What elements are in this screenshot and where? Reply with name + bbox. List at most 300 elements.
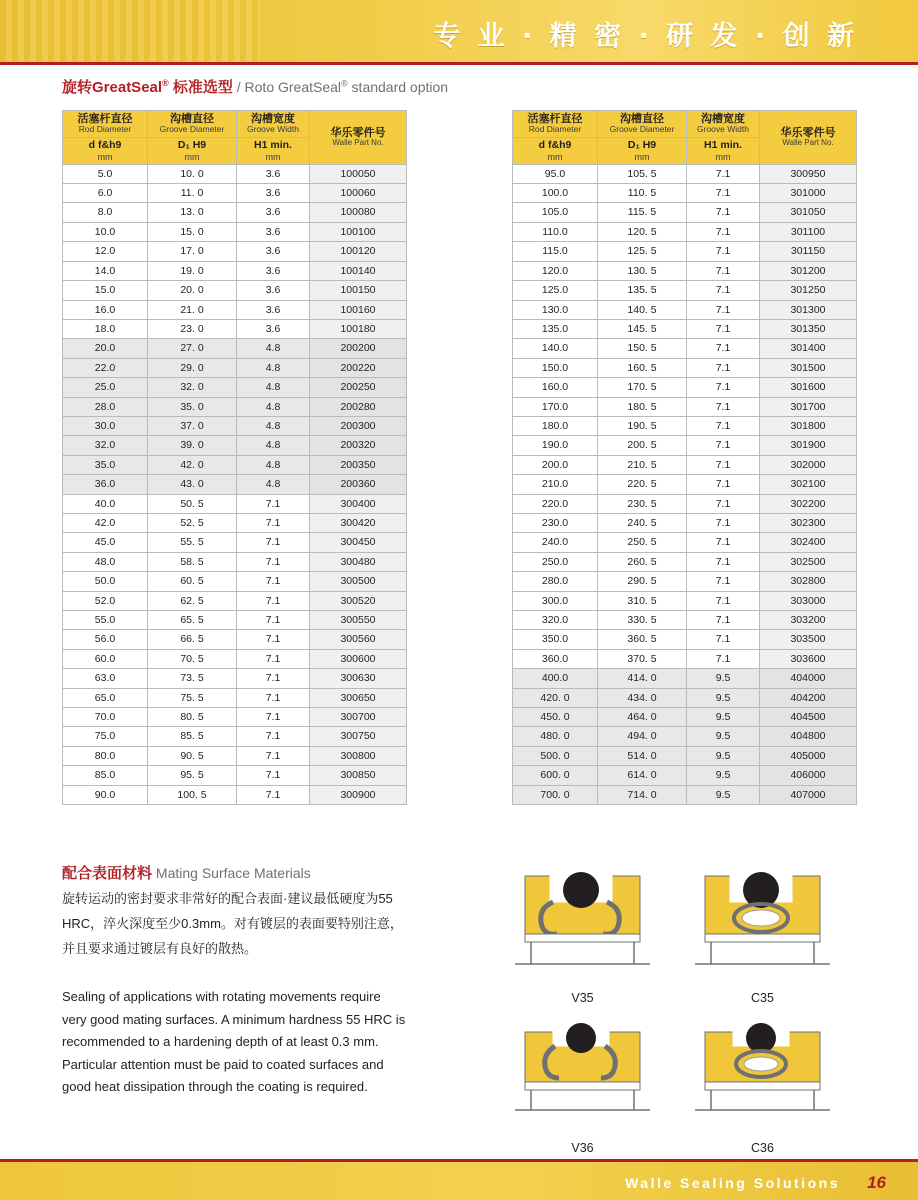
cell-part-number: 302200 (760, 494, 857, 513)
table-row (63, 611, 407, 630)
cell-part-number: 300560 (310, 630, 407, 649)
cell-groove-width: 4.8 (237, 436, 310, 455)
cell-groove-width: 7.1 (687, 572, 760, 591)
table-row (63, 766, 407, 785)
cell-part-number: 301200 (760, 261, 857, 280)
col-header-groove-diameter (148, 111, 237, 138)
cell-groove-diameter: 80. 5 (148, 708, 237, 727)
col-header-part-no-cn: 华乐零件号 (330, 126, 386, 139)
cell-groove-diameter: 15. 0 (148, 222, 237, 241)
unit-header-rod-unit: mm (97, 151, 113, 162)
cell-groove-diameter: 11. 0 (148, 184, 237, 203)
cell-groove-diameter: 110. 5 (598, 184, 687, 203)
cell-groove-width: 4.8 (237, 358, 310, 377)
cell-groove-width: 7.1 (237, 572, 310, 591)
cell-groove-diameter: 19. 0 (148, 261, 237, 280)
col-header-rod-diameter (63, 111, 148, 138)
table-row (63, 746, 407, 765)
cell-groove-diameter: 260. 5 (598, 552, 687, 571)
cell-part-number: 300650 (310, 688, 407, 707)
col-header-rod-diameter-en: Rod Diameter (78, 124, 132, 135)
cell-part-number: 404800 (760, 727, 857, 746)
cell-groove-width: 4.8 (237, 455, 310, 474)
cell-groove-diameter: 58. 5 (148, 552, 237, 571)
unit-header-groove-width (687, 137, 760, 164)
cell-rod-diameter: 8.0 (63, 203, 148, 222)
table-row (63, 669, 407, 688)
cell-groove-diameter: 75. 5 (148, 688, 237, 707)
table-row (513, 222, 857, 241)
cell-rod-diameter: 115.0 (513, 242, 598, 261)
table-row (63, 358, 407, 377)
cell-rod-diameter: 60.0 (63, 649, 148, 668)
cell-rod-diameter: 220.0 (513, 494, 598, 513)
table-row (63, 184, 407, 203)
table-row (513, 300, 857, 319)
table-row (63, 630, 407, 649)
unit-header-groove-dia (598, 137, 687, 164)
table-row (63, 552, 407, 571)
cell-part-number: 200200 (310, 339, 407, 358)
cell-rod-diameter: 140.0 (513, 339, 598, 358)
cell-part-number: 200250 (310, 378, 407, 397)
unit-header-rod-symbol: d f&h9 (88, 138, 122, 151)
table-row (513, 649, 857, 668)
cell-part-number: 300600 (310, 649, 407, 668)
cell-groove-diameter: 35. 0 (148, 397, 237, 416)
cell-part-number: 100120 (310, 242, 407, 261)
cell-groove-width: 7.1 (687, 630, 760, 649)
unit-header-groove-dia-unit: mm (184, 151, 200, 162)
cell-part-number: 404500 (760, 708, 857, 727)
cell-groove-width: 3.6 (237, 261, 310, 280)
table-row (513, 378, 857, 397)
materials-text-cn: 旋转运动的密封要求非常好的配合表面·建议最低硬度为55 HRC，淬火深度至少0.3mm。对有镀层的表面要特别注意，并且要求通过镀层有良好的散热。 (62, 891, 403, 956)
cell-groove-diameter: 29. 0 (148, 358, 237, 377)
cell-rod-diameter: 450. 0 (513, 708, 598, 727)
cell-rod-diameter: 105.0 (513, 203, 598, 222)
cell-rod-diameter: 5.0 (63, 164, 148, 183)
table-row (513, 785, 857, 804)
cell-groove-diameter: 150. 5 (598, 339, 687, 358)
table-row (63, 455, 407, 474)
seal-diagram-v36-svg (495, 1018, 670, 1138)
seal-diagram-c35 (675, 868, 850, 1003)
cell-groove-width: 9.5 (687, 785, 760, 804)
page-title-en: / Roto GreatSeal (232, 79, 342, 95)
cell-part-number: 100050 (310, 164, 407, 183)
cell-groove-diameter: 42. 0 (148, 455, 237, 474)
cell-rod-diameter: 150.0 (513, 358, 598, 377)
cell-groove-width: 3.6 (237, 164, 310, 183)
cell-rod-diameter: 14.0 (63, 261, 148, 280)
cell-part-number: 300630 (310, 669, 407, 688)
table-row (63, 727, 407, 746)
cell-groove-width: 7.1 (687, 261, 760, 280)
cell-groove-width: 9.5 (687, 727, 760, 746)
cell-part-number: 301100 (760, 222, 857, 241)
cell-part-number: 300480 (310, 552, 407, 571)
seal-diagram-c35-svg (675, 868, 850, 988)
table-row (513, 475, 857, 494)
cell-part-number: 300900 (310, 785, 407, 804)
table-row (513, 572, 857, 591)
cell-groove-diameter: 434. 0 (598, 688, 687, 707)
cell-rod-diameter: 35.0 (63, 455, 148, 474)
cell-part-number: 200320 (310, 436, 407, 455)
seal-diagram-c36 (675, 1018, 850, 1153)
table-row (63, 242, 407, 261)
table-row (63, 203, 407, 222)
table-row (63, 591, 407, 610)
cell-groove-diameter: 100. 5 (148, 785, 237, 804)
table-row (63, 572, 407, 591)
cell-groove-width: 7.1 (237, 513, 310, 532)
cell-part-number: 100080 (310, 203, 407, 222)
unit-header-rod (513, 137, 598, 164)
col-header-part-no (760, 111, 857, 165)
cell-part-number: 300700 (310, 708, 407, 727)
cell-part-number: 200220 (310, 358, 407, 377)
cell-rod-diameter: 400.0 (513, 669, 598, 688)
cell-part-number: 100100 (310, 222, 407, 241)
cell-part-number: 200300 (310, 416, 407, 435)
cell-part-number: 100160 (310, 300, 407, 319)
table-row (513, 203, 857, 222)
cell-groove-diameter: 37. 0 (148, 416, 237, 435)
cell-groove-diameter: 414. 0 (598, 669, 687, 688)
cell-groove-width: 7.1 (687, 649, 760, 668)
cell-part-number: 300750 (310, 727, 407, 746)
cell-rod-diameter: 48.0 (63, 552, 148, 571)
cell-part-number: 301700 (760, 397, 857, 416)
cell-rod-diameter: 170.0 (513, 397, 598, 416)
col-header-groove-width-en: Groove Width (697, 124, 749, 135)
cell-part-number: 301800 (760, 416, 857, 435)
cell-groove-width: 7.1 (687, 300, 760, 319)
cell-rod-diameter: 36.0 (63, 475, 148, 494)
cell-rod-diameter: 95.0 (513, 164, 598, 183)
page-title-cn: 旋转GreatSeal (62, 79, 163, 96)
cell-part-number: 300950 (760, 164, 857, 183)
cell-part-number: 300400 (310, 494, 407, 513)
col-header-groove-width (237, 111, 310, 138)
cell-rod-diameter: 130.0 (513, 300, 598, 319)
cell-part-number: 301500 (760, 358, 857, 377)
cell-groove-diameter: 310. 5 (598, 591, 687, 610)
table-row (63, 222, 407, 241)
cell-part-number: 303200 (760, 611, 857, 630)
cell-part-number: 300850 (310, 766, 407, 785)
cell-rod-diameter: 20.0 (63, 339, 148, 358)
cell-rod-diameter: 200.0 (513, 455, 598, 474)
cell-rod-diameter: 480. 0 (513, 727, 598, 746)
cell-groove-diameter: 210. 5 (598, 455, 687, 474)
cell-rod-diameter: 110.0 (513, 222, 598, 241)
cell-rod-diameter: 56.0 (63, 630, 148, 649)
cell-part-number: 406000 (760, 766, 857, 785)
table-row (513, 513, 857, 532)
cell-part-number: 200350 (310, 455, 407, 474)
cell-groove-diameter: 125. 5 (598, 242, 687, 261)
cell-rod-diameter: 25.0 (63, 378, 148, 397)
table-row (513, 416, 857, 435)
table-row (63, 649, 407, 668)
cell-groove-width: 3.6 (237, 222, 310, 241)
unit-header-groove-width-unit: mm (265, 151, 281, 162)
table-header-row (513, 111, 857, 138)
cell-groove-width: 7.1 (687, 533, 760, 552)
cell-rod-diameter: 80.0 (63, 746, 148, 765)
cell-groove-width: 7.1 (237, 746, 310, 765)
cell-groove-diameter: 52. 5 (148, 513, 237, 532)
cell-part-number: 300450 (310, 533, 407, 552)
cell-groove-diameter: 464. 0 (598, 708, 687, 727)
cell-rod-diameter: 45.0 (63, 533, 148, 552)
cell-rod-diameter: 135.0 (513, 319, 598, 338)
header-stripe-decoration (0, 0, 260, 62)
cell-groove-diameter: 70. 5 (148, 649, 237, 668)
cell-groove-width: 7.1 (687, 513, 760, 532)
cell-groove-width: 9.5 (687, 688, 760, 707)
table-row (513, 533, 857, 552)
table-row (63, 708, 407, 727)
cell-rod-diameter: 30.0 (63, 416, 148, 435)
cell-groove-diameter: 17. 0 (148, 242, 237, 261)
cell-rod-diameter: 22.0 (63, 358, 148, 377)
cell-groove-width: 4.8 (237, 339, 310, 358)
col-header-part-no-en: Walle Part No. (782, 138, 834, 147)
cell-groove-width: 7.1 (687, 319, 760, 338)
cell-groove-width: 9.5 (687, 669, 760, 688)
table-header-row (63, 111, 407, 138)
page-title-cn-tail: 标准选型 (168, 79, 233, 96)
cell-part-number: 301050 (760, 203, 857, 222)
table-row (513, 164, 857, 183)
table-row (513, 358, 857, 377)
cell-rod-diameter: 15.0 (63, 281, 148, 300)
cell-rod-diameter: 210.0 (513, 475, 598, 494)
cell-part-number: 301350 (760, 319, 857, 338)
cell-part-number: 302300 (760, 513, 857, 532)
cell-rod-diameter: 280.0 (513, 572, 598, 591)
cell-groove-width: 7.1 (687, 611, 760, 630)
cell-rod-diameter: 10.0 (63, 222, 148, 241)
cell-groove-diameter: 21. 0 (148, 300, 237, 319)
cell-part-number: 302800 (760, 572, 857, 591)
header-red-rule (0, 62, 918, 65)
table-row (513, 494, 857, 513)
materials-heading-en: Mating Surface Materials (152, 865, 311, 881)
cell-groove-width: 7.1 (237, 552, 310, 571)
table-row (63, 416, 407, 435)
table-row (63, 339, 407, 358)
materials-heading (62, 862, 311, 883)
cell-groove-width: 7.1 (237, 591, 310, 610)
seal-profile-diagrams (470, 868, 870, 1158)
cell-groove-diameter: 230. 5 (598, 494, 687, 513)
cell-groove-width: 4.8 (237, 416, 310, 435)
cell-rod-diameter: 700. 0 (513, 785, 598, 804)
unit-header-groove-dia-symbol: D₁ H9 (177, 138, 207, 151)
cell-groove-width: 7.1 (237, 494, 310, 513)
unit-header-groove-dia-unit: mm (634, 151, 650, 162)
cell-groove-width: 7.1 (237, 688, 310, 707)
cell-groove-diameter: 32. 0 (148, 378, 237, 397)
table-row (513, 611, 857, 630)
cell-groove-diameter: 50. 5 (148, 494, 237, 513)
cell-groove-diameter: 90. 5 (148, 746, 237, 765)
cell-groove-diameter: 20. 0 (148, 281, 237, 300)
cell-groove-diameter: 250. 5 (598, 533, 687, 552)
cell-rod-diameter: 160.0 (513, 378, 598, 397)
col-header-groove-diameter-en: Groove Diameter (609, 124, 675, 135)
materials-heading-cn: 配合表面材料 (62, 865, 153, 882)
cell-groove-width: 7.1 (687, 242, 760, 261)
cell-groove-diameter: 85. 5 (148, 727, 237, 746)
cell-groove-diameter: 10. 0 (148, 164, 237, 183)
col-header-rod-diameter-en: Rod Diameter (528, 124, 582, 135)
page-title (62, 76, 448, 97)
cell-groove-width: 7.1 (687, 339, 760, 358)
cell-rod-diameter: 100.0 (513, 184, 598, 203)
cell-groove-diameter: 180. 5 (598, 397, 687, 416)
unit-header-groove-dia (148, 137, 237, 164)
table-row (513, 630, 857, 649)
cell-part-number: 100150 (310, 281, 407, 300)
col-header-groove-diameter (598, 111, 687, 138)
cell-rod-diameter: 75.0 (63, 727, 148, 746)
cell-part-number: 100140 (310, 261, 407, 280)
cell-groove-width: 7.1 (687, 184, 760, 203)
cell-groove-width: 7.1 (237, 533, 310, 552)
cell-groove-width: 7.1 (687, 591, 760, 610)
col-header-part-no-en: Walle Part No. (332, 138, 384, 147)
cell-groove-diameter: 160. 5 (598, 358, 687, 377)
cell-rod-diameter: 90.0 (63, 785, 148, 804)
page-header (0, 0, 918, 62)
cell-part-number: 302400 (760, 533, 857, 552)
table-row (513, 436, 857, 455)
unit-header-groove-width (237, 137, 310, 164)
table-row (63, 164, 407, 183)
cell-rod-diameter: 230.0 (513, 513, 598, 532)
cell-groove-diameter: 240. 5 (598, 513, 687, 532)
col-header-rod-diameter (513, 111, 598, 138)
cell-part-number: 404000 (760, 669, 857, 688)
col-header-groove-diameter-en: Groove Diameter (159, 124, 225, 135)
cell-rod-diameter: 500. 0 (513, 746, 598, 765)
table-row (63, 513, 407, 532)
seal-diagram-v36 (495, 1018, 670, 1153)
cell-groove-width: 7.1 (237, 649, 310, 668)
table-row (513, 766, 857, 785)
cell-groove-diameter: 120. 5 (598, 222, 687, 241)
cell-groove-width: 7.1 (687, 494, 760, 513)
table-row (513, 727, 857, 746)
seal-diagram-v35-label: V35 (571, 991, 594, 1005)
cell-part-number: 301150 (760, 242, 857, 261)
col-header-part-no-cn: 华乐零件号 (780, 126, 836, 139)
cell-groove-diameter: 13. 0 (148, 203, 237, 222)
cell-groove-diameter: 370. 5 (598, 649, 687, 668)
spec-table-right (512, 110, 857, 805)
unit-header-rod-symbol: d f&h9 (538, 138, 572, 151)
cell-groove-diameter: 714. 0 (598, 785, 687, 804)
table-row (63, 397, 407, 416)
cell-groove-width: 7.1 (687, 436, 760, 455)
page-title-en-tail: standard option (347, 79, 449, 95)
cell-groove-diameter: 330. 5 (598, 611, 687, 630)
table-row (513, 708, 857, 727)
cell-groove-width: 4.8 (237, 378, 310, 397)
cell-part-number: 301900 (760, 436, 857, 455)
seal-diagram-c35-label: C35 (751, 991, 774, 1005)
cell-part-number: 200360 (310, 475, 407, 494)
seal-diagram-v35 (495, 868, 670, 1003)
cell-groove-diameter: 514. 0 (598, 746, 687, 765)
cell-rod-diameter: 70.0 (63, 708, 148, 727)
cell-groove-width: 7.1 (237, 727, 310, 746)
cell-rod-diameter: 12.0 (63, 242, 148, 261)
cell-groove-diameter: 62. 5 (148, 591, 237, 610)
cell-groove-width: 3.6 (237, 300, 310, 319)
table-row (513, 184, 857, 203)
cell-part-number: 303600 (760, 649, 857, 668)
spec-table-left-body (63, 164, 407, 804)
cell-rod-diameter: 52.0 (63, 591, 148, 610)
table-row (513, 746, 857, 765)
cell-groove-diameter: 23. 0 (148, 319, 237, 338)
cell-part-number: 301400 (760, 339, 857, 358)
cell-groove-width: 7.1 (237, 785, 310, 804)
cell-groove-diameter: 190. 5 (598, 416, 687, 435)
cell-rod-diameter: 125.0 (513, 281, 598, 300)
seal-diagram-v35-svg (495, 868, 670, 988)
cell-rod-diameter: 300.0 (513, 591, 598, 610)
cell-groove-diameter: 105. 5 (598, 164, 687, 183)
table-row (63, 688, 407, 707)
cell-rod-diameter: 320.0 (513, 611, 598, 630)
table-row (513, 688, 857, 707)
cell-part-number: 303000 (760, 591, 857, 610)
seal-diagram-v36-label: V36 (571, 1141, 594, 1155)
cell-part-number: 301300 (760, 300, 857, 319)
col-header-groove-diameter-cn: 沟槽直径 (620, 113, 664, 125)
unit-header-rod-unit: mm (547, 151, 563, 162)
cell-part-number: 301600 (760, 378, 857, 397)
cell-part-number: 302100 (760, 475, 857, 494)
cell-rod-diameter: 18.0 (63, 319, 148, 338)
cell-groove-diameter: 360. 5 (598, 630, 687, 649)
col-header-groove-width-en: Groove Width (247, 124, 299, 135)
cell-part-number: 200280 (310, 397, 407, 416)
col-header-rod-diameter-cn: 活塞杆直径 (77, 113, 133, 125)
table-row (513, 339, 857, 358)
cell-groove-width: 9.5 (687, 746, 760, 765)
col-header-part-no (310, 111, 407, 165)
cell-groove-diameter: 65. 5 (148, 611, 237, 630)
cell-groove-diameter: 200. 5 (598, 436, 687, 455)
table-row (63, 300, 407, 319)
seal-diagram-c36-label: C36 (751, 1141, 774, 1155)
cell-part-number: 300500 (310, 572, 407, 591)
cell-groove-width: 7.1 (237, 766, 310, 785)
seal-diagram-c36-svg (675, 1018, 850, 1138)
cell-groove-diameter: 494. 0 (598, 727, 687, 746)
cell-part-number: 405000 (760, 746, 857, 765)
cell-rod-diameter: 250.0 (513, 552, 598, 571)
